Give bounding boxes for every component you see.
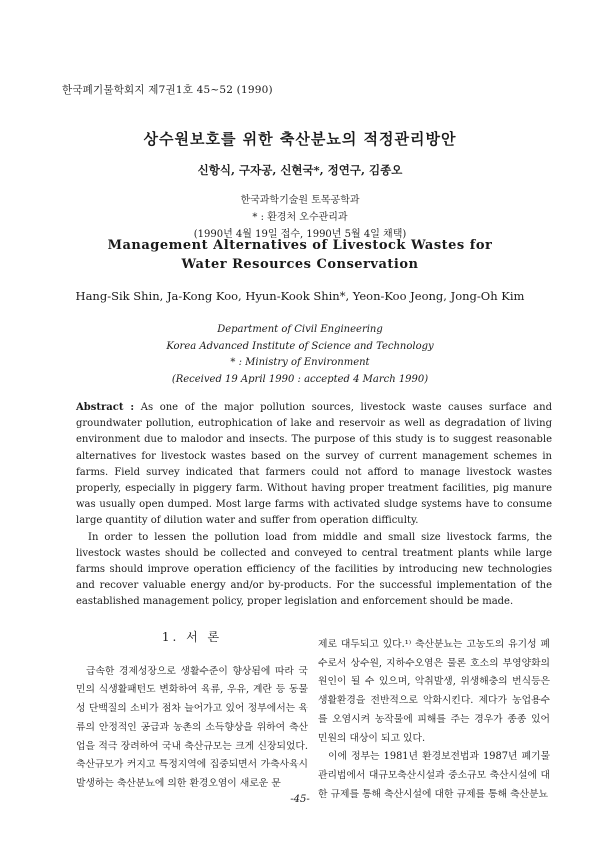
english-received-dates: (Received 19 April 1990 : accepted 4 March 1990) <box>171 373 429 385</box>
abstract-label: Abstract : <box>76 402 135 413</box>
english-affiliation-line: Department of Civil Engineering <box>217 324 383 335</box>
korean-authors: 신항식, 구자공, 신현국*, 정연구, 김종오 <box>197 163 403 177</box>
abstract-paragraph-2: In order to lessen the pollution load from middle and small size livestock farms, the livestock wastes should be collected and conveyed to central treatment plants while large farms should improve operation efficiency of the facilities by introducing new technologies and recover valuable energy and/or by-products. For the successful implementation of the eastablished management policy, proper legislation and enforcement should be made. <box>76 531 552 608</box>
english-title-line: Management Alternatives of Livestock Wastes for <box>107 238 493 253</box>
body-paragraph: 제로 대두되고 있다.¹⁾ 축산분뇨는 고농도의 유기성 폐수로서 상수원, 지하수오염은 물론 호소의 부영양화의 원인이 될 수 있으며, 악취발생, 위생해충의 번식등은 생활환경을 전반적으로 악화시킨다. 제다가 농업용수를 오염시켜 농작물에 피해를 주는 경우가 종종 있어 민원의 대상이 되고 있다. <box>318 639 550 744</box>
left-column <box>76 628 308 794</box>
right-column <box>318 636 550 804</box>
abstract-text-1: As one of the major pollution sources, livestock waste causes surface and groundwater pollution, eutrophication of lake and reservoir as well as degradation of living environment due to malodor and insects. The purpose of this study is to suggest reasonable alternatives for livestock wastes based on the survey of current management schemes in farms. Field survey indicated that farmers could not afford to manage livestock wastes properly, especially in piggery farm. Without having proper treatment facilities, pig manure was usually open dumped. Most large farms with activated sludge systems have to consume large quantity of dilution water and suffer from operation difficulty. <box>76 402 552 527</box>
abstract-paragraph-1 <box>76 400 552 530</box>
korean-affiliation-line: 한국과학기술원 토목공학과 <box>240 195 360 206</box>
body-paragraph: 이에 정부는 1981년 환경보전법과 1987년 폐기물관리법에서 대규모축산시설과 중소규모 축산시설에 대한 규제를 통해 축산시설에 대한 규제를 통해 축산분뇨 <box>318 751 550 800</box>
english-title <box>0 236 600 274</box>
english-affiliation <box>0 322 600 388</box>
section-heading: 1. 서 론 <box>161 630 223 644</box>
korean-title: 상수원보호를 위한 축산분뇨의 적정관리방안 <box>143 130 457 148</box>
abstract <box>76 400 552 611</box>
korean-received-dates: (1990년 4월 19일 접수, 1990년 5월 4일 채택) <box>193 229 407 240</box>
body-paragraph: 급속한 경제성장으로 생활수준이 향상됨에 따라 국민의 식생활패턴도 변화하여 육류, 우유, 계란 등 동물성 단백질의 소비가 점차 늘어가고 있어 정부에서는 육류의 안정적인 공급과 농촌의 소득향상을 위하여 축산업을 적극 장려하여 국내 축산규모는 크게 신장되었다. 축산규모가 커지고 특정지역에 집중되면서 가축사육시 발생하는 축산분뇨에 의한 환경오염이 새로운 문 <box>76 665 308 789</box>
english-authors: Hang-Sik Shin, Ja-Kong Koo, Hyun-Kook Shin*, Yeon-Koo Jeong, Jong-Oh Kim <box>75 289 525 303</box>
english-affiliation-line: Korea Advanced Institute of Science and Technology <box>166 340 434 352</box>
english-affiliation-line: * : Ministry of Environment <box>230 357 370 368</box>
page-number: -45- <box>290 794 310 805</box>
english-title-line: Water Resources Conservation <box>181 257 419 272</box>
korean-affiliation-line: * : 환경처 오수관리과 <box>252 212 348 223</box>
journal-citation: 한국폐기물학회지 제7권1호 45~52 (1990) <box>62 84 273 96</box>
